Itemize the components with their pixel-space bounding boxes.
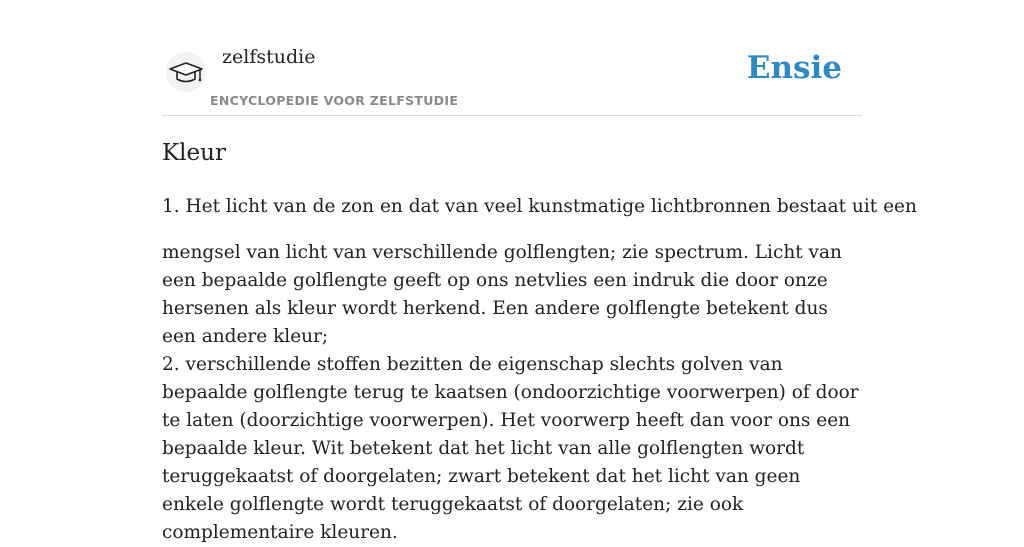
article-lead: 1. Het licht van de zon en dat van veel kunstmatige lichtbronnen bestaat uit een: [162, 196, 917, 217]
site-logo[interactable]: [166, 52, 206, 92]
article-title: Kleur: [162, 140, 226, 166]
site-header: [162, 40, 862, 116]
site-tagline: ENCYCLOPEDIE VOOR ZELFSTUDIE: [210, 93, 459, 108]
graduation-cap-icon: [167, 57, 205, 89]
brand-logo-link[interactable]: Ensie: [746, 50, 842, 86]
article-paragraph: mengsel van licht van verschillende golflengten; zie spectrum. Licht van een bepaalde golflengte geeft op ons netvlies een indruk die door onze hersenen als kleur wordt herkend. Een andere golflengte betekent dus een andere kleur;: [162, 242, 842, 347]
article-paragraph: 2. verschillende stoffen bezitten de eigenschap slechts golven van bepaalde golflengte terug te kaatsen (ondoorzichtige voorwerpen) of door te laten (doorzichtige voorwerpen). Het voorwerp heeft dan voor ons een bepaalde kleur. Wit betekent dat het licht van alle golflengten wordt teruggekaatst of doorgelaten; zwart betekent dat het licht van geen enkele golflengte wordt teruggekaatst of doorgelaten; zie ook complementaire kleuren.: [162, 354, 859, 543]
site-name[interactable]: zelfstudie: [222, 46, 316, 68]
